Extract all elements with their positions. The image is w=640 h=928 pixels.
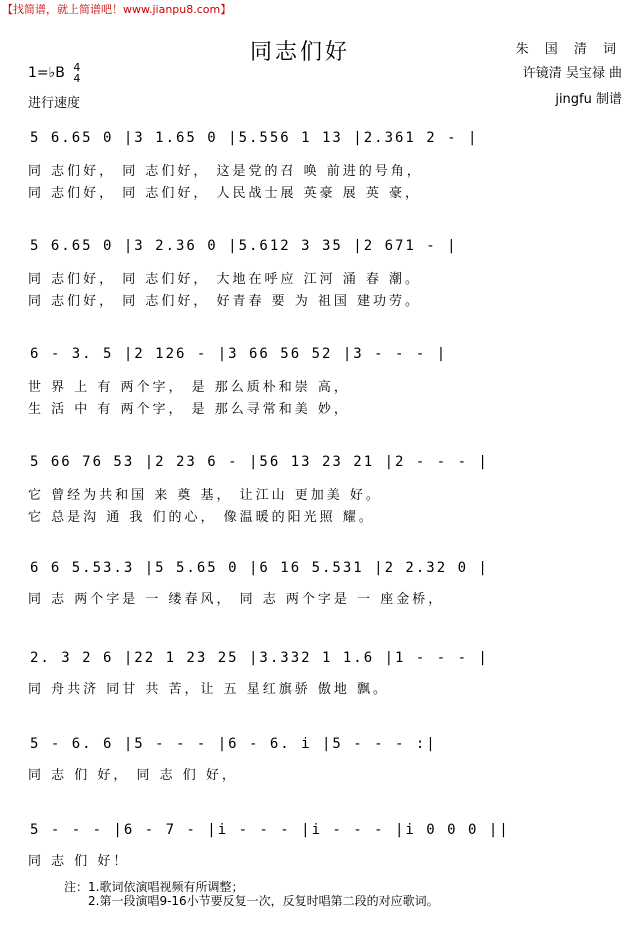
lyrics-verse-1: 它 曾经为共和国 来 奠 基， 让江山 更加美 好。 <box>28 488 382 503</box>
song-title: 同志们好 <box>250 40 351 65</box>
time-signature <box>73 62 80 84</box>
notation-line: 5 - - - |6 - 7 - |i - - - |i - - - |i 0 0 0 || <box>30 822 510 838</box>
notation-line: 5 66 76 53 |2 23 6 - |56 13 23 21 |2 - - - | <box>30 454 489 470</box>
lyrics-verse-2: 同 志们好， 同 志们好， 好青春 要 为 祖国 建功劳。 <box>28 294 422 309</box>
notation-line: 6 6 5.53.3 |5 5.65 0 |6 16 5.531 |2 2.32 0 | <box>30 560 489 576</box>
composer-credit: 许镜清 吴宝禄 曲 <box>522 66 622 81</box>
key-signature <box>28 62 80 84</box>
lyrics-verse-2: 它 总是沟 通 我 们的心， 像温暖的阳光照 耀。 <box>28 510 375 525</box>
lyrics-verse-2: 生 活 中 有 两个字， 是 那么寻常和美 妙， <box>28 402 350 417</box>
key-label: 1=♭B <box>28 65 65 81</box>
notation-line: 5 6.65 0 |3 1.65 0 |5.556 1 13 |2.361 2 - | <box>30 130 479 146</box>
lyrics-verse-1: 同 舟共济 同甘 共 苦，让 五 星红旗骄 傲地 飘。 <box>28 682 390 697</box>
notation-line: 5 - 6. 6 |5 - - - |6 - 6. i |5 - - - :| <box>30 736 437 752</box>
footnote-line-2: 2.第一段演唱9-16小节要反复一次，反复时唱第二段的对应歌词。 <box>88 894 439 908</box>
lyrics-verse-2: 同 志们好， 同 志们好， 人民战士展 英豪 展 英 豪， <box>28 186 422 201</box>
lyrics-verse-1: 同 志们好， 同 志们好， 这是党的召 唤 前进的号角， <box>28 164 423 179</box>
lyrics-verse-1: 世 界 上 有 两个字， 是 那么质朴和崇 高， <box>28 380 350 395</box>
lyrics-verse-1: 同 志 们 好， 同 志 们 好， <box>28 768 238 783</box>
footnote-line-1: 注：1.歌词依演唱视频有所调整； <box>64 880 244 894</box>
lyrics-verse-1: 同 志们好， 同 志们好， 大地在呼应 江河 涌 春 潮。 <box>28 272 422 287</box>
lyrics-verse-1: 同 志 们 好！ <box>28 854 130 869</box>
footnote <box>64 880 439 908</box>
lyricist-credit: 朱 国 清 词 <box>515 42 622 57</box>
notation-line: 6 - 3. 5 |2 126 - |3 66 56 52 |3 - - - | <box>30 346 448 362</box>
site-banner: 【找简谱，就上简谱吧！www.jianpu8.com】 <box>2 3 232 16</box>
notation-line: 5 6.65 0 |3 2.36 0 |5.612 3 35 |2 671 - | <box>30 238 458 254</box>
time-bottom: 4 <box>73 72 81 85</box>
time-top: 4 <box>73 61 81 74</box>
tempo-marking: 进行速度 <box>28 96 81 111</box>
engraver-credit: jingfu 制谱 <box>555 92 622 107</box>
notation-line: 2. 3 2 6 |22 1 23 25 |3.332 1 1.6 |1 - - - | <box>30 650 489 666</box>
lyrics-verse-1: 同 志 两个字是 一 缕春风， 同 志 两个字是 一 座金桥， <box>28 592 445 607</box>
